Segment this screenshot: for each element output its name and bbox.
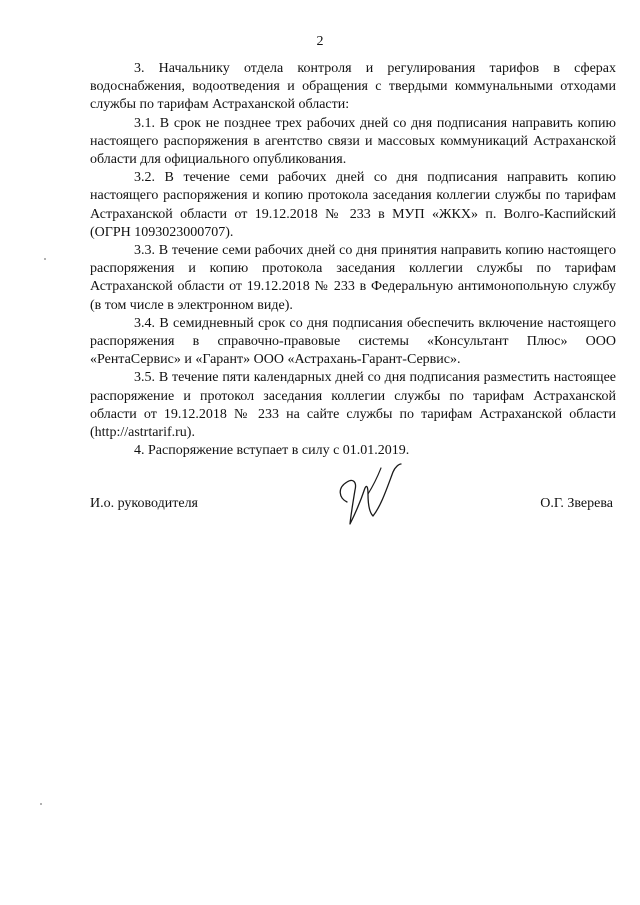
scan-speck xyxy=(40,803,42,805)
page-number: 2 xyxy=(316,34,324,49)
paragraph-3: 3. Начальнику отдела контроля и регулирования тарифов в сферах водоснабжения, водоотведения и обращения с твердыми коммунальными отходами службы по тарифам Астраханской области: xyxy=(90,61,616,113)
signatory-name: О.Г. Зверева xyxy=(540,496,613,511)
handwritten-signature xyxy=(333,458,413,530)
paragraph-4: 4. Распоряжение вступает в силу с 01.01.2019. xyxy=(134,443,410,459)
signatory-position: И.о. руководителя xyxy=(90,496,199,511)
paragraph-3-5: 3.5. В течение пяти календарных дней со дня подписания разместить настоящее распоряжение и протокол заседания коллегии службы по тарифам Астраханской области от 19.12.2018 № 233 на сайте службы по тарифам Астраханской области (http://astrtarif.ru). xyxy=(90,370,616,441)
paragraph-3-4: 3.4. В семидневный срок со дня подписания обеспечить включение настоящего распоряжения в справочно-правовые системы «Консультант Плюс» ООО «РентаСервис» и «Гарант» ООО «Астрахань-Гарант-Сервис». xyxy=(90,315,616,368)
paragraph-3-2: 3.2. В течение семи рабочих дней со дня подписания направить копию настоящего распоряжения и копию протокола заседания коллегии службы по тарифам Астраханской области от 19.12.2018 № 233 в МУП «ЖКХ» п. Волго-Каспийский (ОГРН 1093023000707). xyxy=(90,170,616,240)
document-body xyxy=(90,60,616,460)
paragraph-3-1: 3.1. В срок не позднее трех рабочих дней со дня подписания направить копию настоящего распоряжения в агентство связи и массовых коммуникаций Астраханской области для официального опубликования. xyxy=(90,115,616,168)
scan-speck xyxy=(44,258,46,260)
paragraph-3-3: 3.3. В течение семи рабочих дней со дня принятия направить копию настоящего распоряжения и копию протокола заседания коллегии службы по тарифам Астраханской области от 19.12.2018 № 233 в Федеральную антимонопольную службу (в том числе в электронном виде). xyxy=(90,243,616,313)
